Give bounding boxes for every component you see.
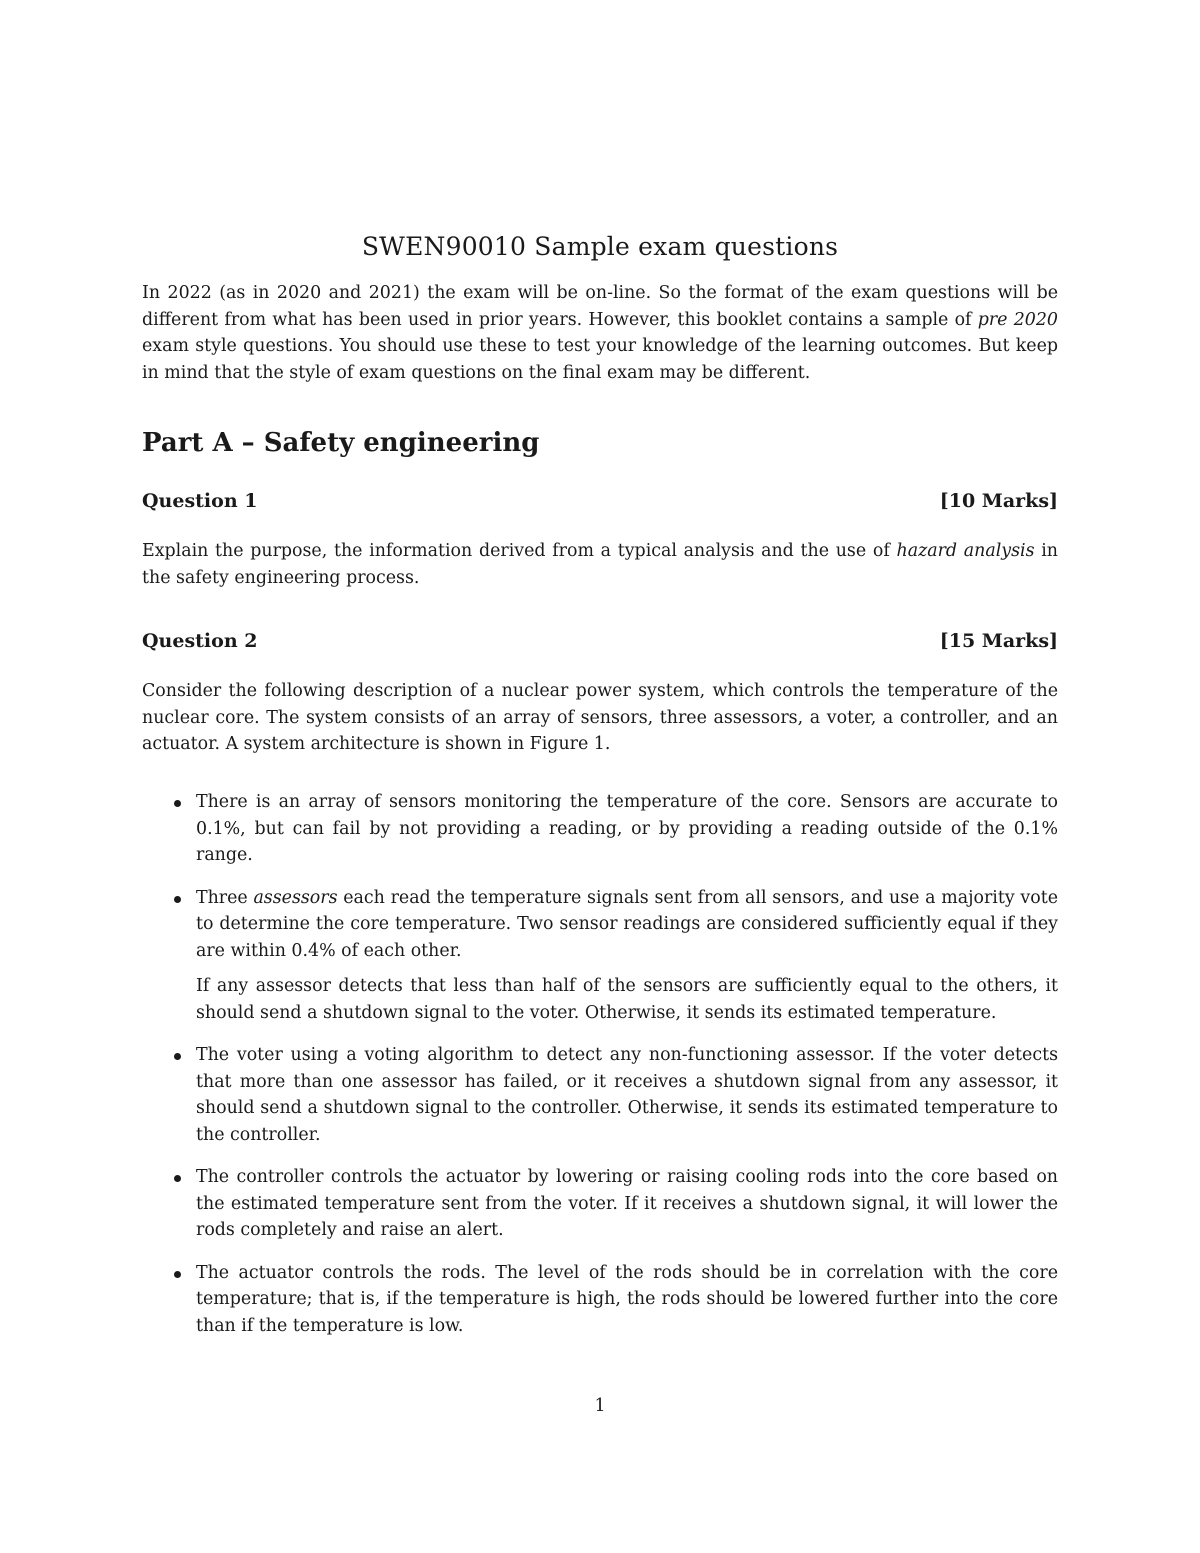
bullet-icon — [174, 896, 181, 903]
page-number: 1 — [594, 1396, 606, 1416]
part-heading: Part A – Safety engineering — [142, 428, 540, 458]
question-1-text — [142, 538, 1058, 591]
bullet-item-actuator — [142, 1260, 1058, 1340]
bullet-lead: Three — [196, 887, 254, 908]
bullet-text: each read the temperature signals sent from all sensors, and use a majority vote to determine the core temperature. Two sensor readings are considered sufficiently equal if they are within 0.4% of each other. — [196, 887, 1058, 961]
bullet-emphasis: assessors — [253, 887, 338, 908]
bullet-item-controller — [142, 1164, 1058, 1244]
bullet-sub-paragraph: If any assessor detects that less than half of the sensors are sufficiently equal to the others, it should send a shutdown signal to the voter. Otherwise, it sends its estimated temperature. — [196, 976, 1058, 1023]
bullet-icon — [174, 1175, 181, 1182]
bullet-text: The voter using a voting algorithm to detect any non-functioning assessor. If the voter detects that more than one assessor has failed, or it receives a shutdown signal from any assessor, it should send a shutdown signal to the controller. Otherwise, it sends its estimated temperature to the controller. — [196, 1045, 1058, 1145]
question-1-heading — [142, 490, 1058, 512]
question-2-text: Consider the following description of a nuclear power system, which controls the temperature of the nuclear core. The system consists of an array of sensors, three assessors, a voter, a controller, and an actuator. A system architecture is shown in Figure 1. — [142, 681, 1058, 754]
question-2-heading — [142, 630, 1058, 652]
bullet-item-sensors — [142, 789, 1058, 869]
question-2-label: Question 2 — [142, 630, 258, 652]
question-2-bullet-list — [142, 789, 1058, 1355]
bullet-icon — [174, 1053, 181, 1060]
document-title: SWEN90010 Sample exam questions — [361, 232, 839, 261]
question-2-marks: [15 Marks] — [939, 630, 1058, 652]
bullet-item-voter — [142, 1042, 1058, 1148]
bullet-item-assessors — [142, 885, 1058, 1027]
intro-emphasis: pre 2020 — [977, 309, 1058, 330]
question-1-text-end: in the safety engineering process. — [142, 541, 1059, 588]
bullet-text: The controller controls the actuator by lowering or raising cooling rods into the core based on the estimated temperature sent from the voter. If it receives a shutdown signal, it will lower the rods completely and raise an alert. — [196, 1167, 1058, 1240]
question-1-label: Question 1 — [142, 490, 258, 512]
bullet-text: The actuator controls the rods. The level of the rods should be in correlation with the core temperature; that is, if the temperature is high, the rods should be lowered further into the core than if the temperature is low. — [196, 1262, 1058, 1336]
bullet-text: There is an array of sensors monitoring the temperature of the core. Sensors are accurate to 0.1%, but can fail by not providing a reading, or by providing a reading outside of the 0.1% range. — [196, 792, 1058, 865]
question-1-marks: [10 Marks] — [939, 490, 1058, 512]
question-1-emphasis: hazard analysis — [896, 541, 1035, 561]
intro-text-start: In 2022 (as in 2020 and 2021) the exam will be on-line. So the format of the exam questions will be different from what has been used in prior years. However, this booklet contains a sample of — [142, 283, 1058, 330]
intro-paragraph — [142, 280, 1058, 386]
intro-text-end: exam style questions. You should use these to test your knowledge of the learning outcomes. But keep in mind that the style of exam questions on the final exam may be different. — [142, 336, 1058, 383]
bullet-icon — [174, 1271, 181, 1278]
bullet-icon — [174, 800, 181, 807]
question-1-text-start: Explain the purpose, the information derived from a typical analysis and the use of — [142, 541, 897, 561]
